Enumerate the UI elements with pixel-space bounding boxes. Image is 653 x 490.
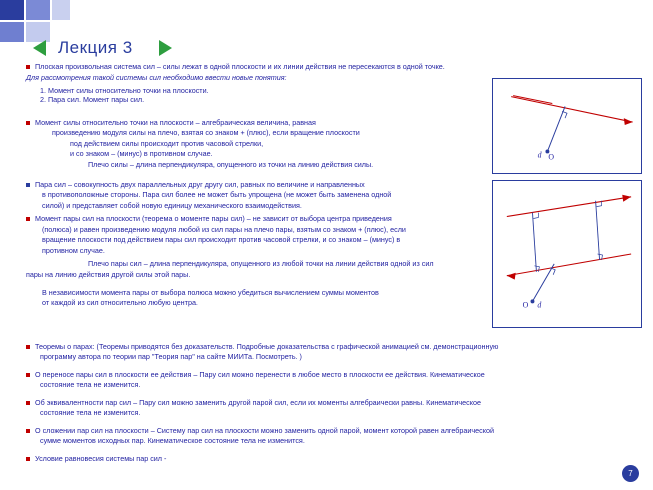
pair-moment-text-1: Момент пары сил на плоскости (теорема о моменте пары сил) – не зависит от выбора центра приведения bbox=[35, 214, 392, 224]
svg-text:d: d bbox=[537, 150, 542, 160]
theorem-equilibrium-line-1 bbox=[26, 454, 626, 464]
pair-line-1 bbox=[26, 180, 494, 190]
deco-block-3 bbox=[0, 22, 24, 42]
pair-line-3: силой) и представляет собой новую единицу механического взаимодействия. bbox=[42, 200, 302, 210]
theorem-transfer bbox=[26, 370, 626, 391]
pair-line-2: в противоположные стороны. Пара сил более не может быть упрощена (не может быть заменена одной bbox=[42, 190, 392, 200]
theorem-intro-line-1 bbox=[26, 342, 626, 352]
theorem-addition-line-1 bbox=[26, 426, 626, 436]
bullet-square-icon bbox=[26, 121, 30, 125]
pair-moment-line-3: вращение плоскости под действием пары сил происходит против часовой стрелки, и со знаком – (минус) в bbox=[42, 235, 401, 245]
theorem-equivalence-line-2: состояние тела не изменится. bbox=[40, 408, 141, 418]
bullet-square-icon bbox=[26, 183, 30, 187]
pair-independence-line-2: от каждой из сил относительно любую центра. bbox=[42, 298, 198, 308]
pair-text-1: Пара сил – совокупность двух параллельных друг другу сил, равных по величине и направленных bbox=[35, 180, 365, 189]
bullet-square-icon bbox=[26, 401, 30, 405]
moment-text-1: Момент силы относительно точки на плоскости – алгебраическая величина, равная bbox=[35, 118, 316, 127]
bullet-square-icon bbox=[26, 345, 30, 349]
theorem-addition bbox=[26, 426, 626, 447]
pair-moment-line-1 bbox=[26, 214, 494, 224]
bullet-square-icon bbox=[26, 429, 30, 433]
theorem-intro-line-2[interactable]: программу автора по теории пар "Теория пар" на сайте МИИТа. Посмотреть. ) bbox=[40, 352, 302, 362]
pair-moment-line-2: (полюса) и равен произведению модуля любой из сил пары на плечо пары, взятым со знаком + (плюс), если bbox=[42, 224, 406, 234]
theorem-equivalence-line-1 bbox=[26, 398, 626, 408]
intro-lead-line bbox=[26, 62, 626, 72]
deco-block-1 bbox=[0, 0, 24, 20]
pair-moment-line-4: противном случае. bbox=[42, 245, 105, 255]
prev-slide-button[interactable] bbox=[28, 39, 50, 57]
theorem-addition-line-2: сумме моментов исходных пар. Кинематическое состояние тела не изменится. bbox=[40, 436, 305, 446]
theorem-transfer-line-1 bbox=[26, 370, 626, 380]
theorem-equivalence-text-1: Об эквивалентности пар сил – Пару сил можно заменить другой парой сил, если их моменты алгебраически равны. Кинематическое bbox=[35, 397, 481, 407]
deco-block-5 bbox=[52, 0, 70, 20]
pair-of-forces-svg bbox=[493, 181, 641, 327]
theorem-transfer-line-2: состояние тела не изменится. bbox=[40, 380, 141, 390]
bullet-square-icon bbox=[26, 217, 30, 221]
moment-of-force-block bbox=[26, 118, 481, 170]
theorem-equilibrium-text: Условие равновесия системы пар сил - bbox=[35, 453, 167, 463]
moment-line-2: произведению модуля силы на плечо, взятая со знаком + (плюс), если вращение плоскости bbox=[52, 128, 360, 138]
theorem-equivalence bbox=[26, 398, 626, 419]
pair-arm-line-2: пары на линию действия другой силы этой пары. bbox=[26, 269, 191, 279]
list-item: 1. Момент силы относительно точки на плоскости. bbox=[48, 86, 626, 95]
list-item: 2. Пара сил. Момент пары сил. bbox=[48, 95, 626, 104]
page-number-badge: 7 bbox=[622, 465, 639, 482]
intro-lead-text: Плоская произвольная система сил – силы лежат в одной плоскости и их линии действия не пересекаются в одной точке. bbox=[35, 62, 445, 71]
bullet-square-icon bbox=[26, 65, 30, 69]
triangle-left-icon bbox=[33, 40, 46, 56]
deco-block-2 bbox=[26, 0, 50, 20]
moment-line-4: и со знаком – (минус) в противном случае. bbox=[70, 149, 213, 159]
intro-note: Для рассмотрения такой системы сил необходимо ввести новые понятия: bbox=[26, 73, 287, 83]
pair-arm-line-1: Плечо пары сил – длина перпендикуляра, опущенного из любой точки на линии действия одной из сил bbox=[88, 259, 434, 269]
bullet-square-icon bbox=[26, 373, 30, 377]
moment-line-5: Плечо силы – длина перпендикуляра, опущенного из точки на линию действия силы. bbox=[88, 159, 374, 169]
theorem-equilibrium bbox=[26, 454, 626, 464]
figure-moment-of-force bbox=[492, 78, 642, 174]
triangle-right-icon bbox=[159, 40, 172, 56]
moment-of-force-svg bbox=[493, 79, 641, 173]
svg-text:О: О bbox=[548, 152, 555, 162]
page-title: Лекция 3 bbox=[58, 38, 133, 57]
decorative-corner-blocks bbox=[0, 0, 150, 40]
figure-pair-of-forces bbox=[492, 180, 642, 328]
moment-line-3: под действием силы происходит против часовой стрелки, bbox=[70, 138, 264, 148]
moment-line-1 bbox=[26, 118, 481, 128]
svg-text:d: d bbox=[537, 300, 542, 310]
svg-text:О: О bbox=[522, 300, 529, 310]
theorem-intro-text-1: Теоремы о парах: (Теоремы приводятся без доказательств. Подробные доказательства с графической анимацией см. демонстрационную bbox=[35, 342, 499, 351]
bullet-square-icon bbox=[26, 457, 30, 461]
pair-independence-line-1: В независимости момента пары от выбора полюса можно убедиться вычислением суммы моментов bbox=[42, 287, 379, 297]
pair-of-forces-block bbox=[26, 180, 494, 309]
next-slide-button[interactable] bbox=[155, 39, 177, 57]
theorem-addition-text-1: О сложении пар сил на плоскости – Систему пар сил на плоскости можно заменить одной парой, момент которой равен алгебраической bbox=[35, 425, 495, 435]
theorem-transfer-text-1: О переносе пары сил в плоскости ее действия – Пару сил можно перенести в любое место в плоскости ее действия. Кинематическое bbox=[35, 369, 485, 379]
theorems-block bbox=[26, 342, 626, 471]
slide-title-row bbox=[28, 38, 177, 58]
theorem-intro bbox=[26, 342, 626, 363]
